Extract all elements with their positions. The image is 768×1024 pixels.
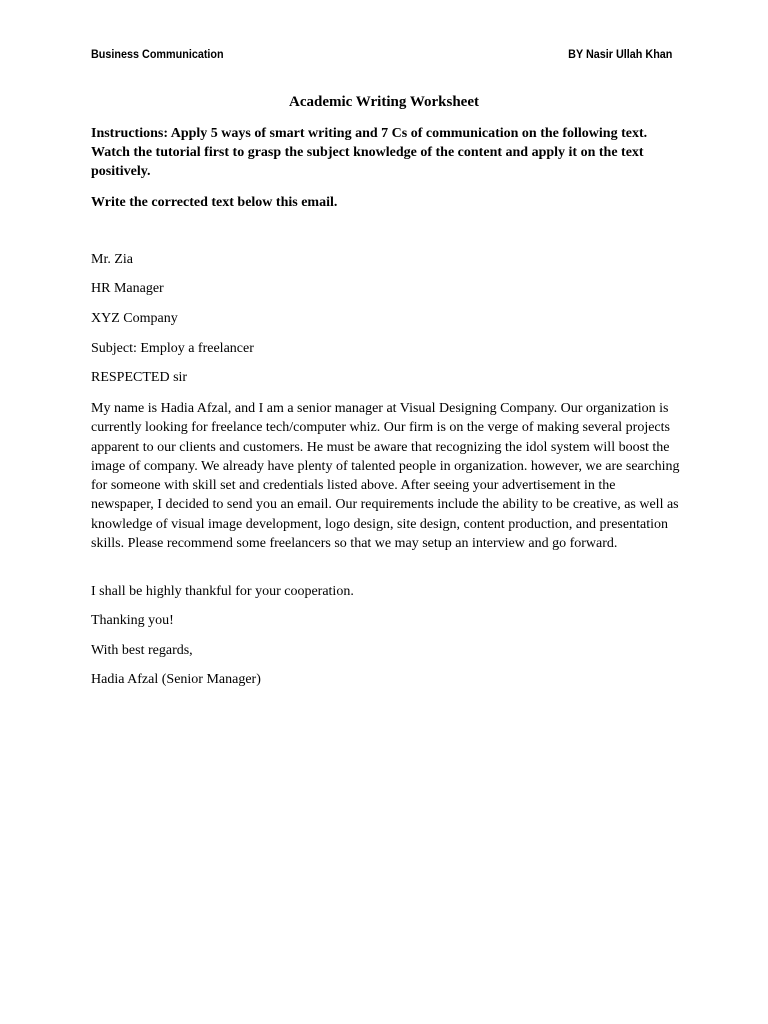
letter-recipient-name: Mr. Zia	[91, 252, 133, 267]
letter-signature: Hadia Afzal (Senior Manager)	[91, 672, 261, 687]
letter-subject: Subject: Employ a freelancer	[91, 341, 254, 356]
write-below-instruction: Write the corrected text below this email.	[91, 195, 338, 210]
letter-salutation: RESPECTED sir	[91, 370, 188, 385]
header-author: BY Nasir Ullah Khan	[568, 47, 673, 61]
letter-thanking: Thanking you!	[91, 613, 174, 628]
instructions-paragraph: Instructions: Apply 5 ways of smart writing and 7 Cs of communication on the following text. Watch the tutorial first to grasp the subject knowledge of the content and apply it on the text positively.	[91, 126, 648, 179]
letter-closing: With best regards,	[91, 643, 193, 658]
letter-body-paragraph: My name is Hadia Afzal, and I am a senior manager at Visual Designing Company. Our organization is currently looking for freelance tech/computer whiz. Our firm is on the verge of making several projects apparent to our clients and customers. He must be aware that recognizing the idol system will boost the image of company. We already have plenty of talented people in organization. however, we are searching for someone with skill set and credentials listed above. After seeing your advertisement in the newspaper, I decided to send you an email. Our requirements include the ability to be creative, as well as knowledge of visual image development, logo design, site design, content production, and presentation skills. Please recommend some freelancers so that we may setup an interview and go forward.	[91, 401, 680, 552]
letter-thanks-line: I shall be highly thankful for your cooperation.	[91, 584, 354, 599]
letter-recipient-title: HR Manager	[91, 281, 164, 296]
page-header	[91, 47, 672, 65]
letter-company: XYZ Company	[91, 311, 178, 326]
header-course-title: Business Communication	[91, 47, 224, 61]
worksheet-title: Academic Writing Worksheet	[289, 94, 479, 110]
